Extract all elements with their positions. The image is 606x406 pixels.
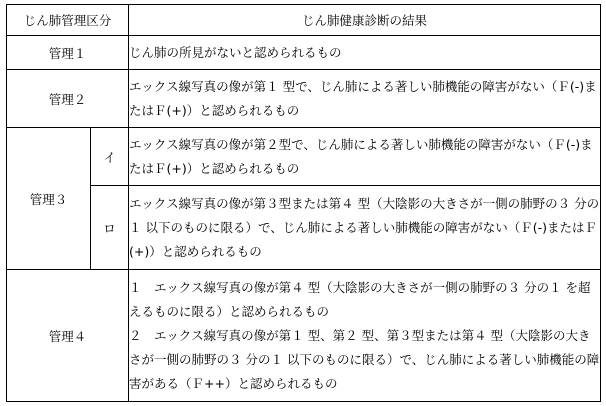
text-kanri1: じん肺の所見がないと認められるもの [129,36,601,70]
header-result: じん肺健康診断の結果 [129,5,601,36]
row-kanri1 [7,36,601,70]
sublabel-kanri3-i: イ [91,128,129,186]
text-kanri2: エックス線写真の像が第１ 型で、じん肺による著しい肺機能の障害がない（Ｆ(-)またはＦ(+)）と認められるもの [129,70,601,128]
row-kanri3-ro [7,186,601,270]
text-kanri4 [129,270,601,402]
header-row [7,5,601,36]
pneumoconiosis-management-table [6,4,601,402]
row-kanri2 [7,70,601,128]
row-kanri3-i [7,128,601,186]
sublabel-kanri3-ro: ロ [91,186,129,270]
label-kanri2: 管理２ [7,70,129,128]
text-kanri3-ro: エックス線写真の像が第３型または第４ 型（大陰影の大きさが一側の肺野の３ 分の１ 以下のものに限る）で、じん肺による著しい肺機能の障害がない（Ｆ(-)またはＦ(+)）と認められるもの [129,186,601,270]
label-kanri3: 管理３ [7,128,91,270]
row-kanri4 [7,270,601,402]
label-kanri4: 管理４ [7,270,129,402]
kanri4-item-1: １ エックス線写真の像が第４ 型（大陰影の大きさが一側の肺野の３ 分の１ を超えるものに限る）と認められるもの [129,279,591,319]
label-kanri1: 管理１ [7,36,129,70]
text-kanri3-i: エックス線写真の像が第２型で、じん肺による著しい肺機能の障害がない（Ｆ(-)またはＦ(+)）と認められるもの [129,128,601,186]
header-category: じん肺管理区分 [7,5,129,36]
kanri4-item-2: ２ エックス線写真の像が第１ 型、第２ 型、第３型または第４ 型（大陰影の大きさが一側の肺野の３ 分の１ 以下のものに限る）で、じん肺による著しい肺機能の障害がある（Ｆ++）と認められるもの [129,327,600,391]
